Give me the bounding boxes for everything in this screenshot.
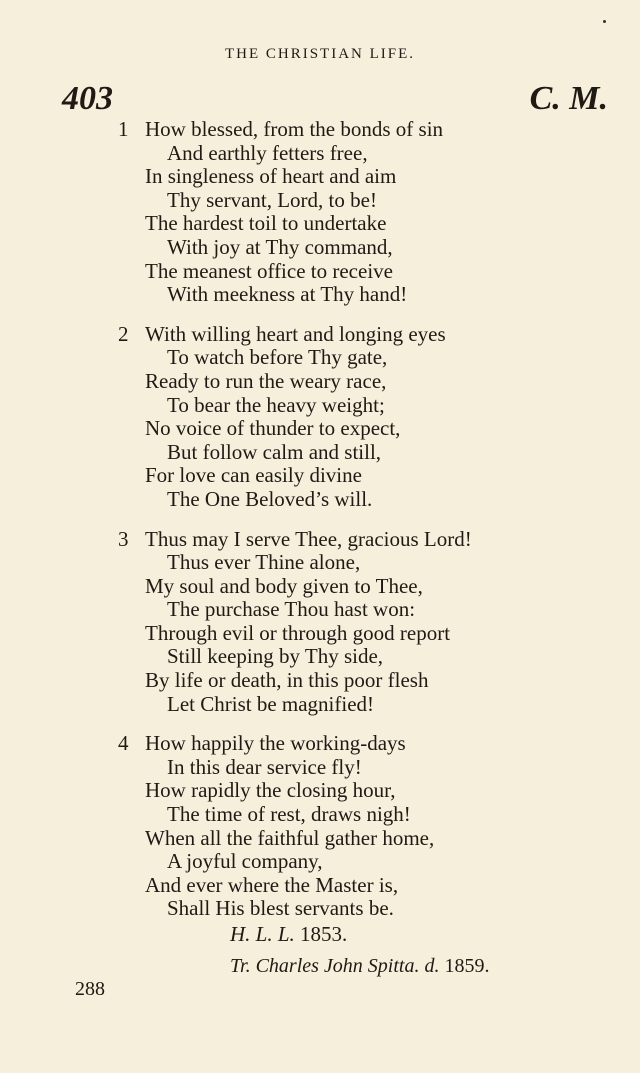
- print-speck: [603, 20, 606, 23]
- verse-line: [0, 394, 640, 418]
- hymn-number: 403: [62, 80, 113, 117]
- verse-line: [0, 575, 640, 599]
- stanza-number: 1: [118, 117, 129, 141]
- stanza: [0, 528, 640, 717]
- verse-line: [0, 142, 640, 166]
- verse-line: [0, 645, 640, 669]
- verse-line: [0, 693, 640, 717]
- page-number: 288: [75, 978, 105, 1000]
- verse-line: [0, 417, 640, 441]
- verse-line: [0, 827, 640, 851]
- translator-attribution: [230, 955, 489, 978]
- verse-line: [0, 118, 640, 142]
- stanzas: [0, 118, 640, 937]
- verse-text: Shall His blest servants be.: [167, 896, 394, 921]
- verse-text: A joyful company,: [167, 849, 323, 874]
- verse-text: The hardest toil to undertake: [145, 211, 387, 236]
- verse-text: In this dear service fly!: [167, 754, 362, 779]
- verse-line: [0, 189, 640, 213]
- verse-text: Thus ever Thine alone,: [167, 550, 361, 575]
- verse-text: Through evil or through good report: [145, 620, 451, 645]
- verse-line: [0, 441, 640, 465]
- verse-text: And earthly fetters free,: [167, 140, 368, 165]
- running-title: THE CHRISTIAN LIFE.: [224, 46, 416, 62]
- author-initials: H. L. L.: [230, 922, 295, 946]
- stanza: [0, 118, 640, 307]
- author-year: 1853.: [300, 922, 348, 946]
- verse-line: [0, 874, 640, 898]
- translator-name: Charles John Spitta.: [255, 955, 420, 977]
- verse-line: [0, 850, 640, 874]
- verse-line: [0, 732, 640, 756]
- verse-line: [0, 803, 640, 827]
- verse-text: Let Christ be magnified!: [167, 691, 375, 716]
- translator-year: 1859.: [444, 955, 490, 977]
- verse-text: How happily the working-days: [145, 731, 406, 756]
- verse-text: How blessed, from the bonds of sin: [145, 117, 444, 141]
- stanza-number: 2: [118, 321, 129, 346]
- verse-text: With willing heart and longing eyes: [145, 321, 446, 346]
- verse-text: With joy at Thy command,: [167, 234, 393, 259]
- verse-text: Ready to run the weary race,: [145, 368, 387, 393]
- verse-text: By life or death, in this poor flesh: [145, 668, 429, 693]
- verse-text: The meanest office to receive: [145, 258, 393, 283]
- verse-line: [0, 323, 640, 347]
- verse-line: [0, 212, 640, 236]
- verse-line: [0, 669, 640, 693]
- verse-line: [0, 598, 640, 622]
- verse-text: My soul and body given to Thee,: [145, 573, 423, 598]
- verse-line: [0, 756, 640, 780]
- verse-text: With meekness at Thy hand!: [167, 282, 408, 307]
- verse-line: [0, 346, 640, 370]
- verse-text: To bear the heavy weight;: [167, 392, 385, 417]
- verse-text: But follow calm and still,: [167, 439, 382, 464]
- verse-line: [0, 897, 640, 921]
- verse-text: In singleness of heart and aim: [145, 164, 397, 189]
- verse-line: [0, 528, 640, 552]
- verse-line: [0, 260, 640, 284]
- verse-line: [0, 464, 640, 488]
- verse-text: And ever where the Master is,: [145, 872, 399, 897]
- author-attribution: [230, 922, 347, 947]
- verse-line: [0, 551, 640, 575]
- hymn-meter: C. M.: [529, 80, 608, 117]
- verse-line: [0, 165, 640, 189]
- stanza-number: 4: [118, 731, 129, 756]
- stanza: [0, 732, 640, 921]
- verse-text: The One Beloved’s will.: [167, 486, 373, 511]
- verse-text: The time of rest, draws nigh!: [167, 802, 411, 827]
- verse-line: [0, 236, 640, 260]
- stanza-number: 3: [118, 526, 129, 551]
- verse-text: The purchase Thou hast won:: [167, 597, 416, 622]
- verse-line: [0, 622, 640, 646]
- verse-text: Thus may I serve Thee, gracious Lord!: [145, 526, 472, 551]
- verse-line: [0, 283, 640, 307]
- verse-line: [0, 488, 640, 512]
- verse-text: To watch before Thy gate,: [167, 345, 388, 370]
- translator-prefix: Tr.: [230, 955, 251, 977]
- translator-death: d.: [424, 955, 440, 977]
- verse-text: When all the faithful gather home,: [145, 825, 435, 850]
- verse-text: For love can easily divine: [145, 463, 362, 488]
- verse-text: How rapidly the closing hour,: [145, 778, 396, 803]
- verse-text: Still keeping by Thy side,: [167, 644, 384, 669]
- verse-line: [0, 370, 640, 394]
- verse-line: [0, 779, 640, 803]
- stanza: [0, 323, 640, 512]
- verse-text: Thy servant, Lord, to be!: [167, 187, 377, 212]
- verse-text: No voice of thunder to expect,: [145, 416, 401, 441]
